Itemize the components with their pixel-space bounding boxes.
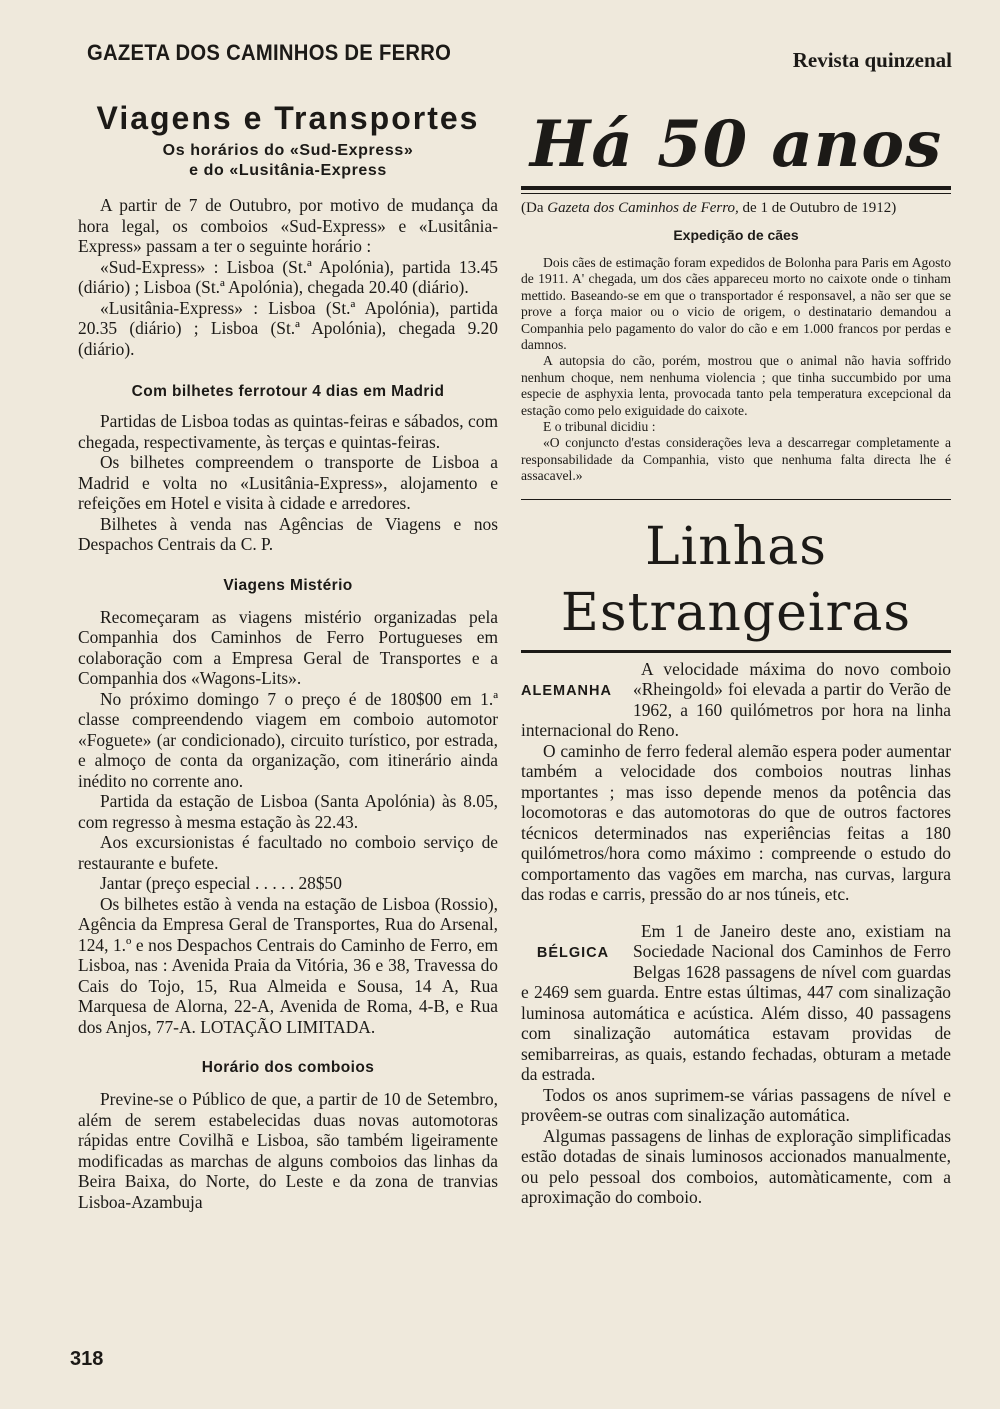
subtitle-line-2: e do «Lusitânia-Express [189,162,387,179]
paragraph: Todos os anos suprimem-se várias passagens de nível e provêem-se outras com sinalização automática. [521,1084,951,1126]
paragraph: Dois cães de estimação foram expedidos de Bolonha para Paris em Agosto de 1911. A' chegada, um dos cães appareceu morto no caixote onde o tinham mettido. Baseando-se em que o transportador é responsavel, a não ser que se prove a força maior ou o vicio de origem, o destinatario demandou a Companhia pelo pagamento do valor do cão e em 1.000 francos por perdas e damnos. [521,255,951,353]
linhas-title: Linhas Estrangeiras [560,516,912,643]
section-divider [521,499,951,500]
article-intro [78,195,498,359]
source-line [521,200,951,217]
paragraph: A autopsia do cão, porém, mostrou que o animal não havia soffrido nenhum choque, nem nenhuma violencia ; que tinha succumbido por uma especie de asphyxia lenta, provocada tanto pela temperatura excepcional da estação como pelo exiguidade do caixote. [521,353,951,418]
source-prefix: (Da [521,200,548,216]
right-column [521,107,951,1208]
section-title: Viagens e Transportes [96,100,480,136]
belgica-section [521,921,951,1208]
paragraph: No próximo domingo 7 o preço é de 180$00 em 1.ª classe compreendendo viagem em comboio automotor «Foguete» (ar condicionado), circuito turístico, por estrada, e almoço de conta da organização, com itinerário ainda inédito no corrente ano. [78,688,498,791]
paragraph: Recomeçaram as viagens mistério organizadas pela Companhia dos Caminhos de Ferro Portugueses em colaboração com a Empresa Geral de Transportes e a Companhia dos «Wagons-Lits». [78,606,498,688]
paragraph: Previne-se o Público de que, a partir de 10 de Setembro, além de serem estabelecidas duas novas automotoras rápidas entre Covilhã e Lisboa, são também ligeiramente modificadas as marchas de alguns comboios das linhas da Beira Baixa, do Norte, do Leste e da zona de tranvias Lisboa-Azambuja [78,1089,498,1212]
running-title: GAZETA DOS CAMINHOS DE FERRO [87,40,452,65]
paragraph: Partida da estação de Lisboa (Santa Apolónia) às 8.05, com regresso à mesma estação às 22.43. [78,791,498,832]
page-number: 318 [70,1348,104,1370]
ha50-title: Há 50 anos [521,110,951,190]
paragraph: «Sud-Express» : Lisboa (St.ª Apolónia), partida 13.45 (diário) ; Lisboa (St.ª Apolónia), chegada 20.40 (diário). [78,256,498,297]
article-misterio [78,607,498,1038]
paragraph: Partidas de Lisboa todas as quintas-feiras e sábados, com chegada, respectivamente, às terças e quintas-feiras. [78,411,498,452]
paragraph: E o tribunal dicidiu : [543,419,656,435]
source-journal: Gazeta dos Caminhos de Ferro, [547,200,739,216]
subtitle-line-1: Os horários do «Sud-Express» [162,142,414,159]
paragraph: A velocidade máxima do novo comboio «Rheingold» foi elevada a partir do Verão de 1962, a 160 quilómetros por hora na linha internacional do Reno. [521,658,951,741]
paragraph: Jantar (preço especial . . . . . 28$50 [100,873,342,893]
article-caes [521,255,951,485]
horario-heading: Horário dos comboios [201,1059,375,1076]
caes-heading: Expedição de cães [673,227,799,243]
ferrotour-heading: Com bilhetes ferrotour 4 dias em Madrid [131,383,445,400]
paragraph: Os bilhetes estão à venda na estação de Lisboa (Rossio), Agência da Empresa Geral de Transportes, Rua do Arsenal, 124, 1.º e nos Despachos Centrais do Caminho de Ferro, em Lisboa, nas : Avenida Praia da Vitória, 36 e 38, Travessa do Cais do Tojo, 15, Rua Almeida e Sousa, 14 A, Rua Marquesa de Alorna, 22-A, Avenida de Roma, 4-B, e Rua dos Anjos, 77-A. LOTAÇÃO LIMITADA. [78,893,498,1037]
linhas-rule [521,650,951,653]
left-column [78,100,498,1212]
paragraph: Bilhetes à venda nas Agências de Viagens e nos Despachos Centrais da C. P. [78,513,498,554]
country-label-alemanha: ALEMANHA [521,682,612,699]
paragraph: Algumas passagens de linhas de exploração simplificadas estão dotadas de sinais luminosos accionados manualmente, ou pelo pessoal dos comboios, automàticamente, com a aproximação do comboio. [521,1125,951,1208]
article-ferrotour [78,411,498,555]
misterio-heading: Viagens Mistério [223,576,353,594]
source-suffix: de 1 de Outubro de 1912) [738,200,897,216]
paragraph: «Lusitânia-Express» : Lisboa (St.ª Apolónia), partida 20.35 (diário) ; Lisboa (St.ª Apolónia), chegada 9.20 (diário). [78,297,498,359]
running-subtitle: Revista quinzenal [792,48,952,72]
title-rule [521,193,951,194]
paragraph: Aos excursionistas é facultado no comboio serviço de restaurante e bufete. [78,832,498,873]
paragraph: A partir de 7 de Outubro, por motivo de mudança da hora legal, os comboios «Sud-Express» e «Lusitânia-Express» passam a ter o seguinte horário : [78,195,498,256]
country-label-belgica: BÉLGICA [536,944,610,961]
paragraph: «O conjuncto d'estas considerações leva a descarregar completamente a responsabilidade da Companhia, visto que nenhuma falta directa lhe é assacavel.» [521,435,951,484]
paragraph: Os bilhetes compreendem o transporte de Lisboa a Madrid e volta no «Lusitânia-Express», alojamento e refeições em Hotel e visita à cidade e arredores. [78,452,498,513]
alemanha-section [521,659,951,905]
paragraph: O caminho de ferro federal alemão espera poder aumentar também a velocidade dos comboios noutras linhas mportantes ; mas isso depende menos da potência das locomotoras e das automotoras do que de outros factores técnicos determinados nas experiências feitas a 180 quilómetros/hora como máximo : compreende o estudo do comportamento das vagões em marcha, nas curvas, largura das rodas e carris, pressão do ar nos túneis, etc. [521,740,951,905]
paragraph: Em 1 de Janeiro deste ano, existiam na Sociedade Nacional dos Caminhos de Ferro Belgas 1628 passagens de nível com guardas e 2469 sem guarda. Entre estas últimas, 447 com sinalização luminosa automática e acústica. Além disso, 40 passagens com sinalização automática estavam providas de semibarreiras, as quais, estando fechadas, obturam a metade da estrada. [521,920,951,1085]
article-horario [78,1089,498,1212]
